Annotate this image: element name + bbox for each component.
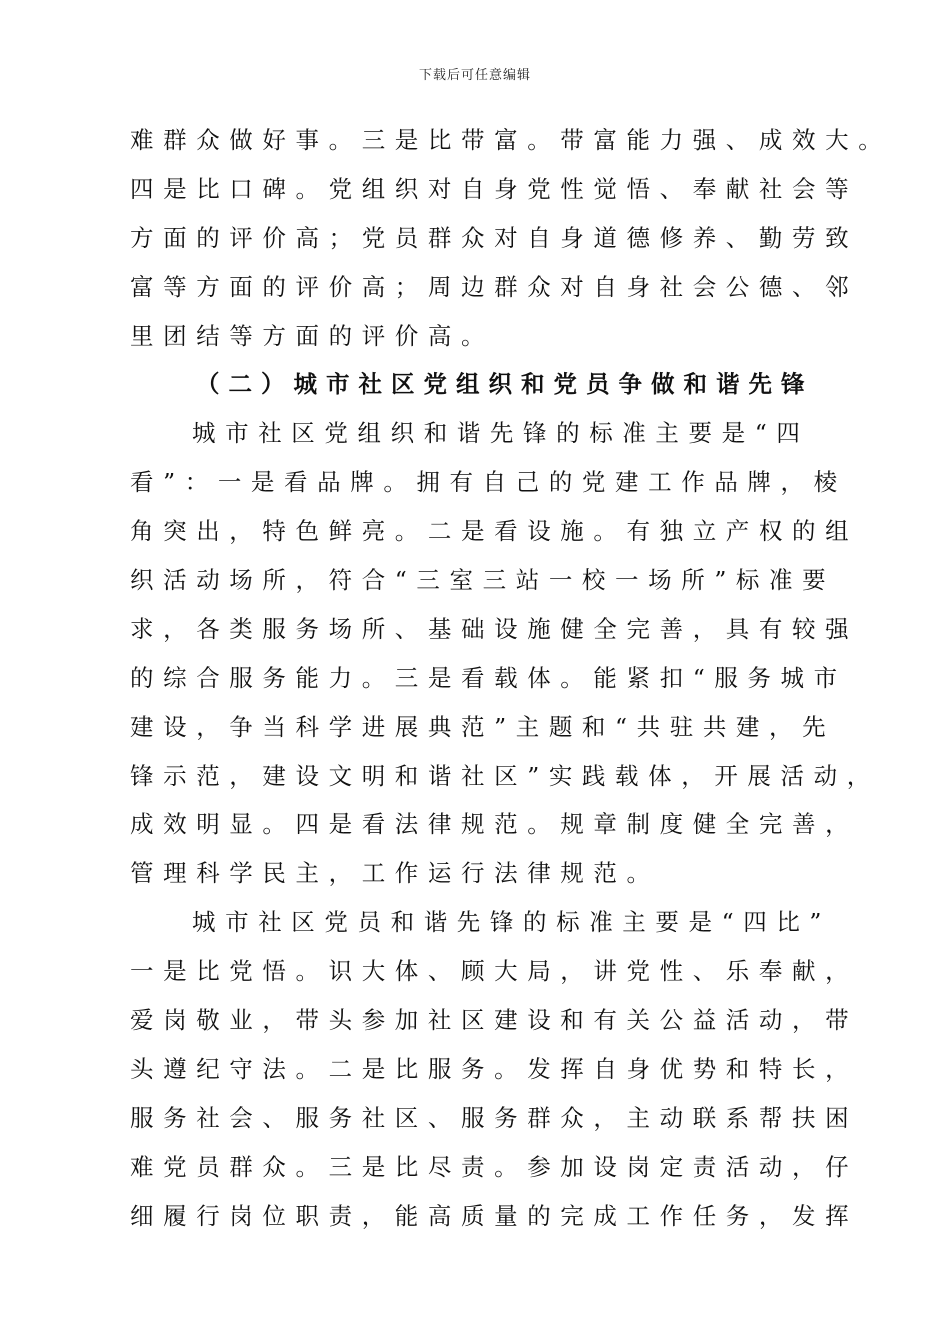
text-line: 锋示范，建设文明和谐社区”实践载体，开展活动， bbox=[130, 761, 880, 790]
text-line: 的综合服务能力。三是看载体。能紧扣“服务城市 bbox=[130, 663, 847, 692]
text-line: 成效明显。四是看法律规范。规章制度健全完善， bbox=[130, 810, 859, 839]
page-header-note: 下载后可任意编辑 bbox=[418, 68, 531, 83]
text-line: 细履行岗位职责，能高质量的完成工作任务，发挥 bbox=[130, 1201, 859, 1230]
text-line: 里团结等方面的评价高。 bbox=[130, 321, 495, 350]
text-line: 角突出，特色鲜亮。二是看设施。有独立产权的组 bbox=[130, 517, 859, 546]
body-text bbox=[130, 116, 892, 1240]
text-line: 头遵纪守法。二是比服务。发挥自身优势和特长， bbox=[130, 1054, 859, 1083]
text-line: 织活动场所，符合“三室三站一校一场所”标准要 bbox=[130, 566, 836, 595]
text-line: 难党员群众。三是比尽责。参加设岗定责活动，仔 bbox=[130, 1152, 859, 1181]
text-line: 一是比党悟。识大体、顾大局，讲党性、乐奉献， bbox=[130, 957, 859, 986]
text-line: 城市社区党员和谐先锋的标准主要是“四比” bbox=[192, 908, 832, 937]
text-line: 富等方面的评价高；周边群众对自身社会公德、邻 bbox=[130, 272, 859, 301]
text-line: 四是比口碑。党组织对自身党性觉悟、奉献社会等 bbox=[130, 174, 859, 203]
text-line: 难群众做好事。三是比带富。带富能力强、成效大。 bbox=[130, 126, 892, 154]
section-heading: （二）城市社区党组织和党员争做和谐先锋 bbox=[196, 370, 814, 399]
text-line: 爱岗敬业，带头参加社区建设和有关公益活动，带 bbox=[130, 1006, 859, 1035]
text-line: 管理科学民主，工作运行法律规范。 bbox=[130, 859, 660, 888]
text-line: 看”：一是看品牌。拥有自己的党建工作品牌，棱 bbox=[130, 468, 847, 497]
text-line: 方面的评价高；党员群众对自身道德修养、勤劳致 bbox=[130, 223, 859, 252]
text-line: 城市社区党组织和谐先锋的标准主要是“四 bbox=[192, 419, 810, 448]
text-line: 求，各类服务场所、基础设施健全完善，具有较强 bbox=[130, 614, 859, 643]
text-line: 服务社会、服务社区、服务群众，主动联系帮扶困 bbox=[130, 1103, 859, 1132]
text-line: 建设，争当科学进展典范”主题和“共驻共建，先 bbox=[130, 712, 836, 741]
